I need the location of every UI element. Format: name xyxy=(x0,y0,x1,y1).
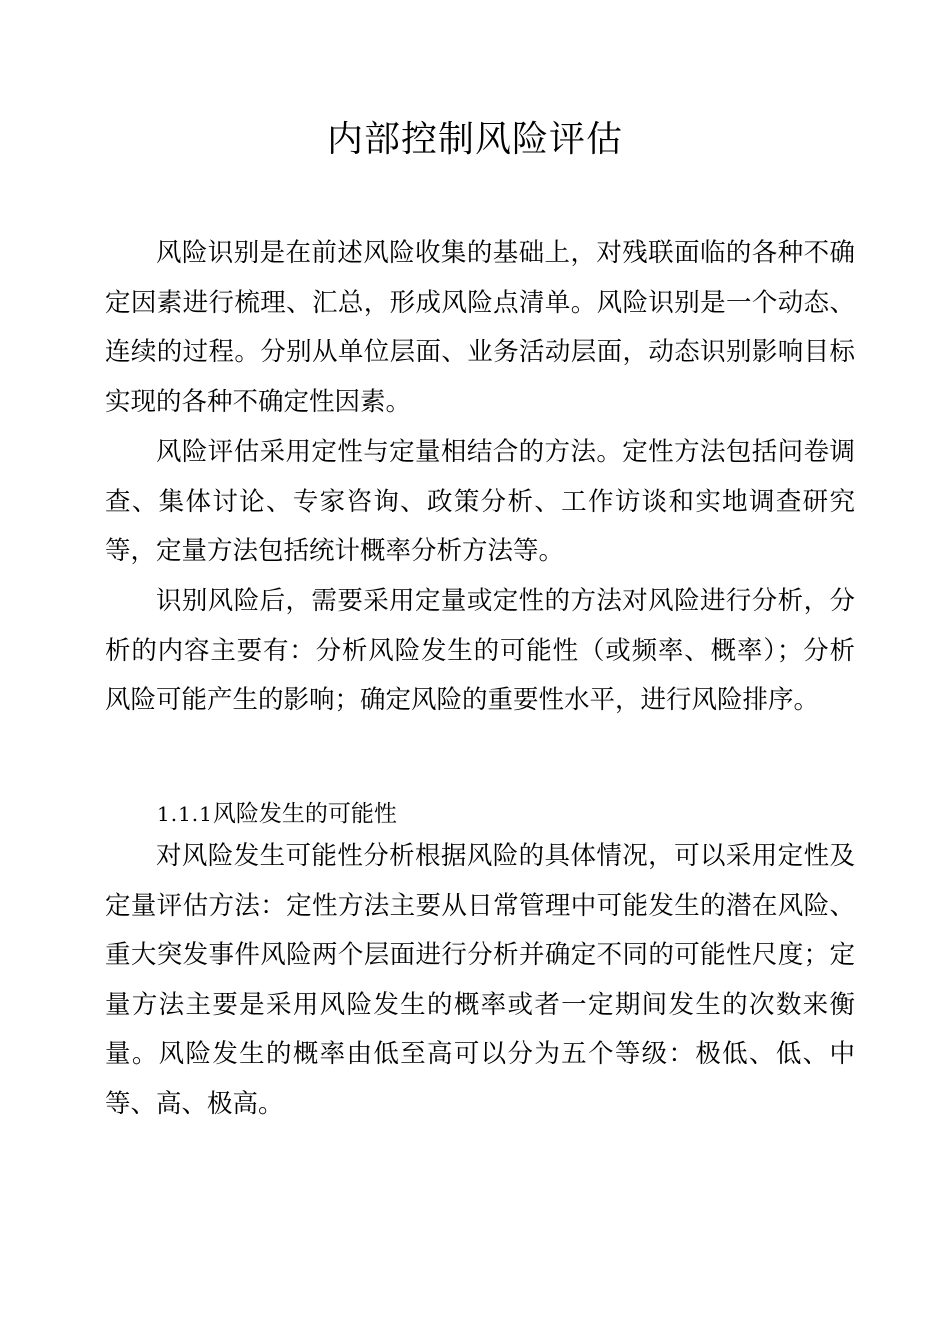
section-title: 风险发生的可能性 xyxy=(212,801,397,827)
paragraph-assessment-methods: 风险评估采用定性与定量相结合的方法。定性方法包括问卷调查、集体讨论、专家咨询、政策分析、工作访谈和实地调查研究等，定量方法包括统计概率分析方法等。 xyxy=(105,437,855,566)
section-number: 1.1.1 xyxy=(157,802,213,826)
section-heading xyxy=(157,790,397,838)
paragraph-likelihood: 对风险发生可能性分析根据风险的具体情况，可以采用定性及定量评估方法：定性方法主要从日常管理中可能发生的潜在风险、重大突发事件风险两个层面进行分析并确定不同的可能性尺度；定量方法主要是采用风险发生的概率或者一定期间发生的次数来衡量。风险发生的概率由低至高可以分为五个等级：极低、低、中等、高、极高。 xyxy=(105,841,855,1119)
paragraph-risk-analysis: 识别风险后，需要采用定量或定性的方法对风险进行分析，分析的内容主要有：分析风险发生的可能性（或频率、概率）；分析风险可能产生的影响；确定风险的重要性水平，进行风险排序。 xyxy=(105,586,855,715)
paragraph-risk-identification: 风险识别是在前述风险收集的基础上，对残联面临的各种不确定因素进行梳理、汇总，形成风险点清单。风险识别是一个动态、连续的过程。分别从单位层面、业务活动层面，动态识别影响目标实现的各种不确定性因素。 xyxy=(105,238,855,417)
document-title: 内部控制风险评估 xyxy=(326,119,623,160)
